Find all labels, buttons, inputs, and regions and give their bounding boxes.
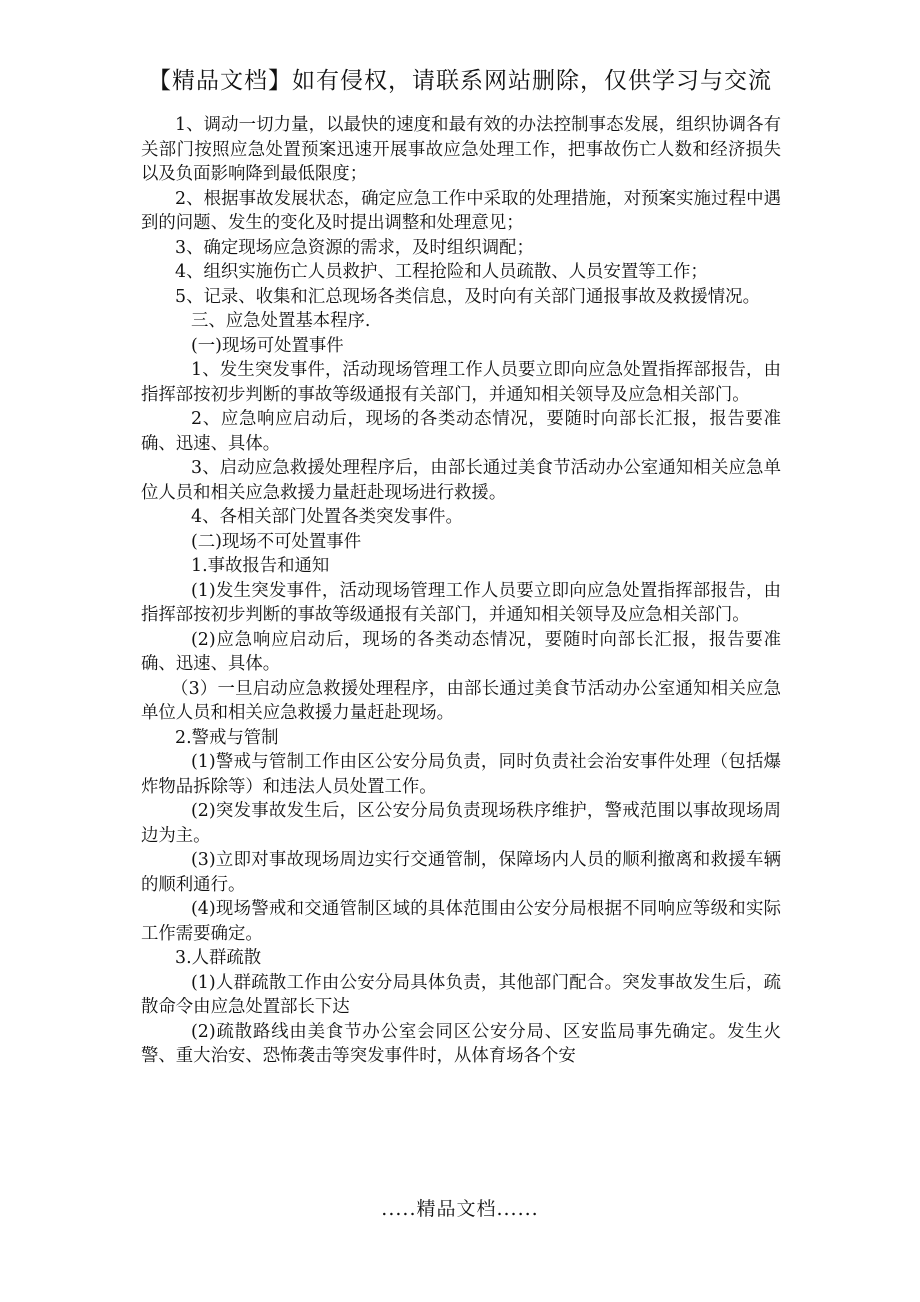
paragraph: (1)人群疏散工作由公安分局具体负责，其他部门配合。突发事故发生后，疏散命令由应急处置部长下达 [141,972,781,1017]
paragraph: 2、根据事故发展状态，确定应急工作中采取的处理措施，对预案实施过程中遇到的问题、发生的变化及时提出调整和处理意见； [141,188,781,233]
subsection-heading: (一)现场可处置事件 [191,335,344,356]
paragraph: 1、调动一切力量，以最快的速度和最有效的办法控制事态发展，组织协调各有关部门按照应急处置预案迅速开展事故应急处理工作，把事故伤亡人数和经济损失以及负面影响降到最低限度； [141,115,781,184]
paragraph: (1)发生突发事件，活动现场管理工作人员要立即向应急处置指挥部报告，由指挥部按初步判断的事故等级通报有关部门，并通知相关领导及应急相关部门。 [141,580,781,625]
paragraph: 4、组织实施伤亡人员救护、工程抢险和人员疏散、人员安置等工作； [175,262,708,282]
paragraph: （3）一旦启动应急救援处理程序，由部长通过美食节活动办公室通知相关应急单位人员和相关应急救援力量赶赴现场。 [141,678,781,723]
item-heading: 3.人群疏散 [175,948,262,968]
paragraph: (2)突发事故发生后，区公安分局负责现场秩序维护，警戒范围以事故现场周边为主。 [141,801,781,846]
paragraph: 4、各相关部门处置各类突发事件。 [191,507,463,527]
paragraph: (4)现场警戒和交通管制区域的具体范围由公安分局根据不同响应等级和实际工作需要确定。 [141,899,781,944]
paragraph: 1、发生突发事件，活动现场管理工作人员要立即向应急处置指挥部报告，由指挥部按初步判断的事故等级通报有关部门，并通知相关领导及应急相关部门。 [141,360,781,405]
document-body [141,113,781,1069]
paragraph: (2)疏散路线由美食节办公室会同区公安分局、区安监局事先确定。发生火警、重大治安、恐怖袭击等突发事件时，从体育场各个安 [141,1021,781,1066]
paragraph: 3、确定现场应急资源的需求，及时组织调配； [175,237,534,258]
page-header: 【精品文档】如有侵权，请联系网站删除，仅供学习与交流 [148,68,772,94]
paragraph: 2、应急响应启动后，现场的各类动态情况，要随时向部长汇报，报告要准确、迅速、具体。 [141,409,781,454]
page-footer: .....精品文档...... [381,1198,539,1220]
item-heading: 2.警戒与管制 [175,727,279,748]
paragraph: 3、启动应急救援处理程序后，由部长通过美食节活动办公室通知相关应急单位人员和相关应急救援力量赶赴现场进行救援。 [141,458,781,503]
paragraph: (3)立即对事故现场周边实行交通管制，保障场内人员的顺利撤离和救援车辆的顺利通行。 [141,850,781,895]
subsection-heading: (二)现场不可处置事件 [191,531,362,552]
section-heading: 三、应急处置基本程序. [191,311,371,331]
paragraph: (2)应急响应启动后，现场的各类动态情况，要随时向部长汇报，报告要准确、迅速、具体。 [141,629,781,674]
paragraph: (1)警戒与管制工作由区公安分局负责，同时负责社会治安事件处理（包括爆炸物品拆除等）和违法人员处置工作。 [141,752,781,797]
paragraph: 5、记录、收集和汇总现场各类信息，及时向有关部门通报事故及救援情况。 [175,286,760,307]
item-heading: 1.事故报告和通知 [191,556,330,576]
